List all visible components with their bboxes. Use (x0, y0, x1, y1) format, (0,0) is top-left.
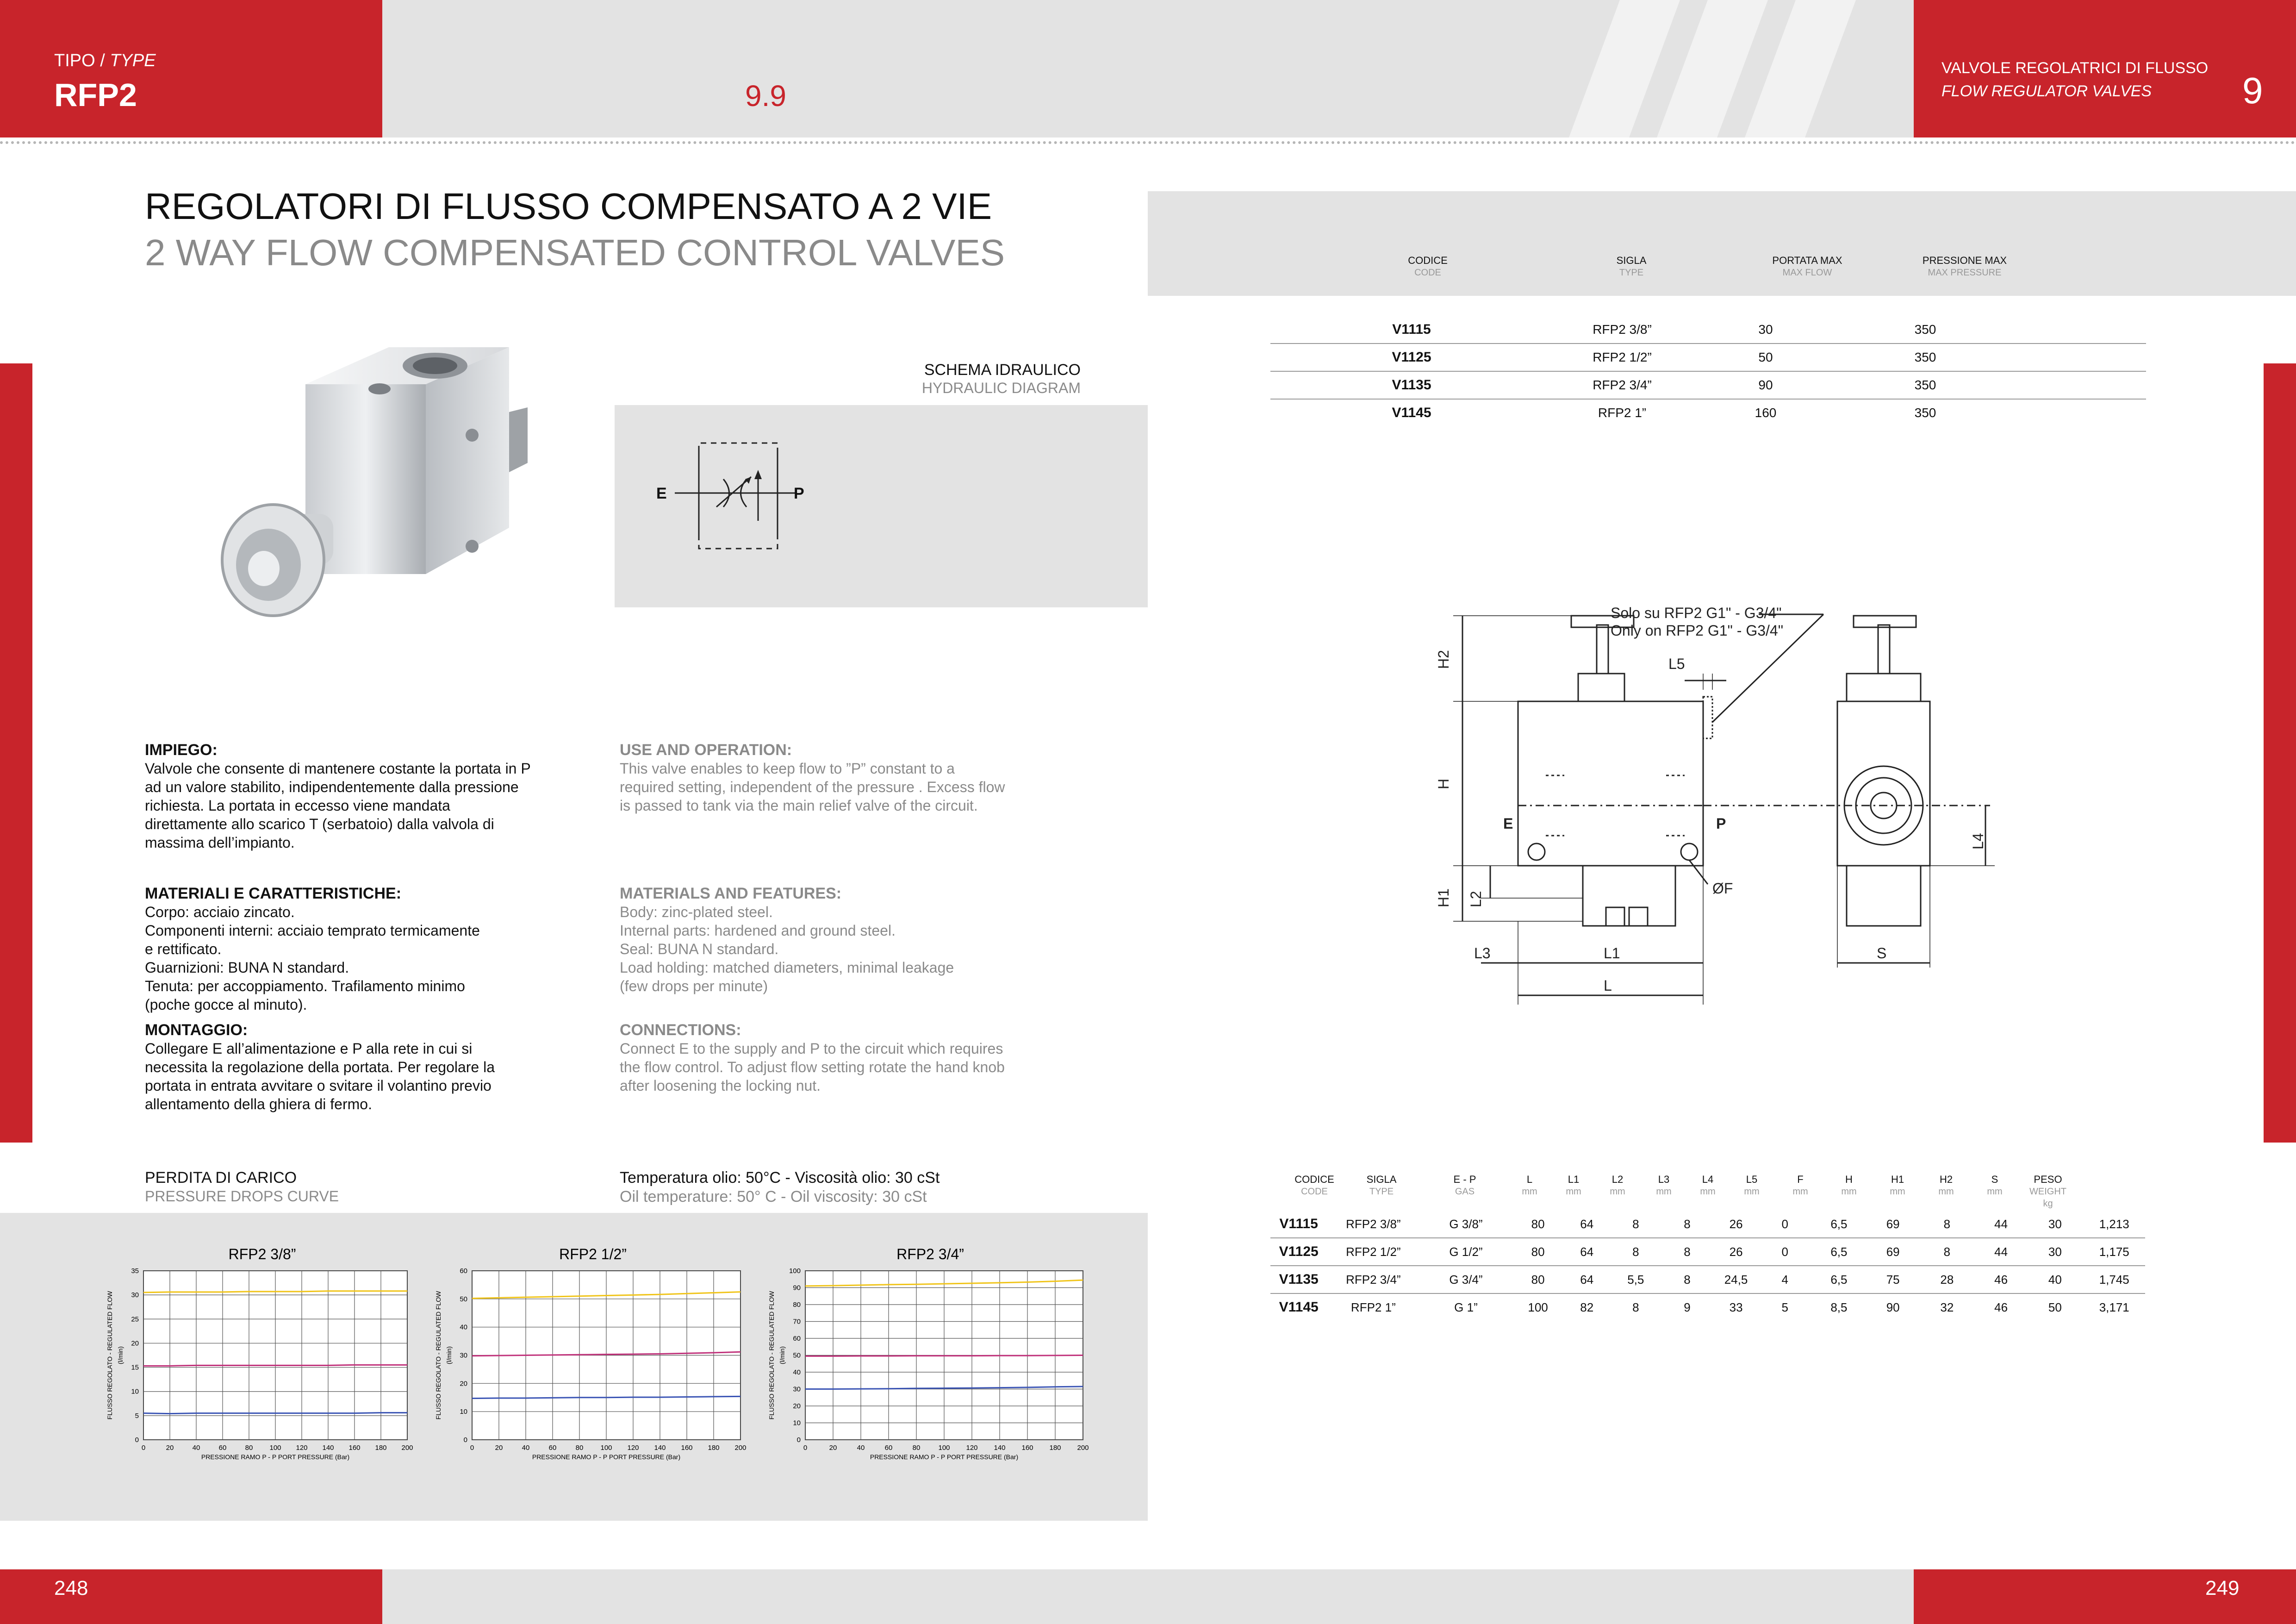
page-number-right: 249 (2205, 1577, 2240, 1599)
dim-h1: H1 (1435, 888, 1452, 907)
x-tick-label: 60 (548, 1444, 557, 1452)
dims-header-cell: PESO WEIGHT kg (2029, 1174, 2066, 1209)
x-tick-label: 200 (734, 1444, 747, 1452)
table-row (1270, 1293, 2145, 1321)
category-en: FLOW REGULATOR VALVES (1941, 82, 2152, 100)
table-cell: 8 (1661, 1211, 1713, 1238)
x-tick-label: 40 (857, 1444, 865, 1452)
materiali-title: MATERIALI E CARATTERISTICHE: (145, 885, 402, 902)
y-tick-label: 50 (460, 1295, 467, 1303)
table-cell: V1115 (1270, 1211, 1327, 1238)
table-cell: 6,5 (1811, 1238, 1867, 1266)
x-tick-label: 160 (348, 1444, 361, 1452)
x-tick-label: 180 (375, 1444, 387, 1452)
x-tick-label: 180 (1049, 1444, 1061, 1452)
table-cell: 9 (1684, 1300, 1691, 1314)
dim-l3: L3 (1474, 945, 1491, 962)
table-cell: 30 (2027, 1238, 2083, 1266)
materiali-line: Corpo: acciaio zincato. (145, 904, 295, 920)
table-cell: RFP2 1/2” (1327, 1238, 1419, 1266)
table-cell: 90 (1886, 1300, 1900, 1314)
materiali-section (145, 884, 552, 1014)
port-e-label: E (1503, 815, 1513, 832)
x-tick-label: 100 (269, 1444, 281, 1452)
y-tick-label: 40 (793, 1368, 801, 1376)
materiali-line: Componenti interni: acciaio temprato termicamente (145, 922, 480, 939)
materials-line: Body: zinc-plated steel. (620, 904, 773, 920)
y-tick-label: 90 (793, 1284, 801, 1292)
table-cell: 8 (1919, 1238, 1975, 1266)
x-tick-label: 0 (803, 1444, 808, 1452)
use-title: USE AND OPERATION: (620, 741, 792, 759)
y-axis-unit: (l/min) (778, 1346, 786, 1364)
montaggio-title: MONTAGGIO: (145, 1021, 248, 1039)
x-tick-label: 140 (322, 1444, 334, 1452)
pressure-chart-2 (430, 1245, 759, 1477)
table-cell: 64 (1564, 1211, 1610, 1238)
table-cell: 8,5 (1830, 1300, 1848, 1314)
montaggio-section (145, 1021, 534, 1113)
x-tick-label: 80 (245, 1444, 253, 1452)
valve-product-photo (194, 343, 546, 639)
footer-right-block (1914, 1569, 2296, 1624)
table-cell: 8 (1661, 1238, 1713, 1266)
left-edge-bar (0, 363, 32, 1143)
table-cell: G 3/8” (1419, 1211, 1512, 1238)
materials-line: (few drops per minute) (620, 978, 768, 994)
y-tick-label: 10 (793, 1419, 801, 1427)
table-cell: 8 (1919, 1211, 1975, 1238)
table-cell: 1,213 (2083, 1211, 2145, 1238)
table-cell: G 1/2” (1419, 1238, 1512, 1266)
connections-body: Connect E to the supply and P to the circuit which requires the flow control. To adjust flow setting rotate the hand knob after loosening the locking nut. (620, 1040, 1005, 1094)
x-tick-label: 40 (522, 1444, 530, 1452)
pressure-chart-1 (102, 1245, 426, 1477)
y-tick-label: 30 (460, 1351, 467, 1360)
table-cell: 44 (1975, 1238, 2027, 1266)
table-cell: 100 (1528, 1300, 1548, 1314)
x-tick-label: 140 (994, 1444, 1006, 1452)
table-cell: 8 (1661, 1266, 1713, 1293)
table-cell: 30 (2027, 1211, 2083, 1238)
connections-title: CONNECTIONS: (620, 1021, 741, 1039)
x-tick-label: 20 (166, 1444, 174, 1452)
impiego-body: Valvole che consente di mantenere costante la portata in P ad un valore stabilito, indipendentemente dalla pressione richiesta. La portata in eccesso viene mandata direttamente allo scarico T (serbatoio) dalla valvola di massima dell’impianto. (145, 760, 531, 851)
model-name: RFP2 (54, 77, 137, 113)
x-tick-label: 0 (141, 1444, 146, 1452)
spec-table-header-panel (1148, 191, 2296, 296)
chapter-number: 9 (2242, 70, 2263, 111)
page-title-it: REGOLATORI DI FLUSSO COMPENSATO A 2 VIE (145, 186, 992, 227)
dim-l: L (1604, 977, 1612, 994)
drawing-note-it: Solo su RFP2 G1" - G3/4" (1611, 605, 1782, 621)
oil-temp-it: Temperatura olio: 50°C - Viscosità olio: 30 cSt (620, 1169, 940, 1187)
pressure-drop-title-en: PRESSURE DROPS CURVE (145, 1188, 339, 1205)
montaggio-body: Collegare E all’alimentazione e P alla rete in cui si necessita la regolazione della portata. Per regolare la portata in entrata avvitare o svitare il volantino previo allentamento della ghiera di fermo. (145, 1040, 495, 1112)
materials-line: Seal: BUNA N standard. (620, 941, 779, 957)
y-tick-label: 30 (131, 1291, 139, 1299)
chart-title: RFP2 3/4” (896, 1246, 964, 1262)
page-number-left: 248 (54, 1577, 88, 1599)
dim-s: S (1877, 945, 1887, 962)
table-cell: 4 (1759, 1266, 1811, 1293)
table-cell: 64 (1564, 1238, 1610, 1266)
dims-header-cell: SIGLA TYPE (1366, 1174, 1397, 1197)
dims-header-cell: L5 mm (1744, 1174, 1760, 1197)
table-cell: 40 (2027, 1266, 2083, 1293)
x-tick-label: 140 (654, 1444, 666, 1452)
table-cell: RFP2 3/8” (1327, 1211, 1419, 1238)
table-row: V1125 RFP2 1/2” 50 350 (1270, 344, 2146, 371)
table-cell: G 1” (1454, 1300, 1478, 1314)
table-cell: 50 (2048, 1300, 2062, 1314)
table-cell: 0 (1759, 1238, 1811, 1266)
y-tick-label: 30 (793, 1385, 801, 1393)
x-axis-label: PRESSIONE RAMO P - P PORT PRESSURE (Bar) (532, 1453, 681, 1461)
x-tick-label: 100 (938, 1444, 950, 1452)
section-number: 9.9 (745, 79, 786, 112)
schema-title-en: HYDRAULIC DIAGRAM (921, 380, 1081, 396)
materials-line: Load holding: matched diameters, minimal leakage (620, 959, 954, 976)
x-tick-label: 120 (966, 1444, 978, 1452)
table-cell: 5,5 (1610, 1266, 1661, 1293)
y-tick-label: 20 (460, 1380, 467, 1388)
hydraulic-symbol (642, 437, 828, 576)
dims-header-row (1289, 1174, 2136, 1210)
table-cell: 75 (1867, 1266, 1919, 1293)
table-cell: 82 (1580, 1300, 1594, 1314)
oil-temp-en: Oil temperature: 50° C - Oil viscosity: 30 cSt (620, 1188, 927, 1206)
y-axis-label: FLUSSO REGOLATO - REGULATED FLOW (435, 1291, 442, 1420)
table-cell: RFP2 1” (1350, 1300, 1396, 1314)
table-cell: 0 (1759, 1211, 1811, 1238)
materials-title: MATERIALS AND FEATURES: (620, 885, 842, 902)
table-cell: 1,175 (2083, 1238, 2145, 1266)
table-cell: 8 (1610, 1211, 1661, 1238)
table-cell: 46 (1994, 1300, 2008, 1314)
table-row: V1145 RFP2 1” 160 350 (1392, 405, 1936, 420)
use-body: This valve enables to keep flow to ”P” constant to a required setting, independent of the pressure . Excess flow is passed to tank via the main relief valve of the circuit. (620, 760, 1005, 814)
header-right-block (1914, 0, 2296, 137)
x-tick-label: 60 (884, 1444, 893, 1452)
x-tick-label: 200 (401, 1444, 413, 1452)
chart-title: RFP2 3/8” (228, 1246, 296, 1262)
table-cell: 6,5 (1811, 1211, 1867, 1238)
dims-header-cell: H1 mm (1890, 1174, 1905, 1197)
table-cell: 80 (1512, 1211, 1564, 1238)
brand-stripes-logo (1541, 0, 1911, 137)
materiali-line: (poche gocce al minuto). (145, 996, 307, 1013)
table-cell: 8 (1610, 1238, 1661, 1266)
spec-header-code: CODICE CODE (1408, 255, 1448, 278)
y-tick-label: 25 (131, 1315, 139, 1324)
impiego-section (145, 741, 534, 852)
page-title-en: 2 WAY FLOW COMPENSATED CONTROL VALVES (145, 232, 1005, 273)
y-tick-label: 0 (135, 1436, 139, 1444)
spec-table (1270, 316, 2146, 426)
right-edge-bar (2264, 363, 2296, 1143)
table-cell: 44 (1975, 1211, 2027, 1238)
x-tick-label: 60 (218, 1444, 227, 1452)
x-tick-label: 120 (296, 1444, 308, 1452)
series-line (805, 1355, 1083, 1356)
footer-left-block (0, 1569, 382, 1624)
table-cell: 24,5 (1713, 1266, 1759, 1293)
x-tick-label: 80 (912, 1444, 921, 1452)
x-tick-label: 20 (495, 1444, 503, 1452)
hydraulic-diagram-panel (615, 405, 1148, 607)
header-left-block (0, 0, 382, 137)
table-cell: V1135 (1270, 1266, 1327, 1293)
table-cell: 5 (1781, 1300, 1788, 1314)
drawing-note-en: Only on RFP2 G1" - G3/4" (1611, 622, 1784, 639)
materials-section (620, 884, 1027, 995)
table-row (1270, 1266, 2145, 1293)
spec-header-type: SIGLA TYPE (1616, 255, 1647, 278)
port-p-label: P (1716, 815, 1726, 832)
y-axis-label: FLUSSO REGOLATO - REGULATED FLOW (768, 1291, 775, 1420)
schema-port-p: P (794, 485, 804, 502)
table-cell: 28 (1919, 1266, 1975, 1293)
materiali-line: e rettificato. (145, 941, 222, 957)
x-tick-label: 180 (708, 1444, 720, 1452)
dims-header-cell: L3 mm (1656, 1174, 1672, 1197)
y-tick-label: 40 (460, 1323, 467, 1331)
dims-header-cell: F mm (1792, 1174, 1808, 1197)
table-cell: 26 (1713, 1238, 1759, 1266)
dims-header-cell: L2 mm (1610, 1174, 1625, 1197)
table-row: V1115 RFP2 3/8” 30 350 (1270, 316, 2146, 344)
dim-h2: H2 (1435, 650, 1452, 669)
dims-header-cell: CODICE CODE (1294, 1174, 1334, 1197)
y-tick-label: 60 (793, 1335, 801, 1343)
materiali-line: Tenuta: per accoppiamento. Trafilamento minimo (145, 978, 465, 994)
schema-title-it: SCHEMA IDRAULICO (924, 361, 1081, 379)
table-cell: 33 (1729, 1300, 1743, 1314)
pressure-chart-3 (764, 1245, 1101, 1477)
dim-l1: L1 (1604, 945, 1620, 962)
table-cell: 80 (1512, 1266, 1564, 1293)
tipo-label: TIPO / (54, 51, 105, 70)
table-cell: V1145 (1279, 1299, 1319, 1315)
x-tick-label: 20 (829, 1444, 837, 1452)
pressure-drop-title-it: PERDITA DI CARICO (145, 1169, 297, 1187)
y-tick-label: 10 (131, 1387, 139, 1396)
table-cell: 3,171 (2099, 1300, 2129, 1314)
table-cell: 69 (1867, 1211, 1919, 1238)
x-tick-label: 80 (575, 1444, 584, 1452)
y-tick-label: 50 (793, 1351, 801, 1360)
y-tick-label: 0 (796, 1436, 801, 1444)
y-tick-label: 100 (789, 1267, 801, 1275)
spec-header-flow: PORTATA MAX MAX FLOW (1772, 255, 1842, 278)
type-label: TYPE (110, 51, 156, 70)
category-it: VALVOLE REGOLATRICI DI FLUSSO (1941, 59, 2209, 77)
chart-title: RFP2 1/2” (559, 1246, 627, 1262)
table-cell: 64 (1564, 1266, 1610, 1293)
table-row: V1135 RFP2 3/4” 90 350 (1270, 371, 2146, 399)
y-axis-unit: (l/min) (117, 1346, 124, 1364)
table-row (1270, 1238, 2145, 1266)
materiali-line: Guarnizioni: BUNA N standard. (145, 959, 349, 976)
series-line (143, 1413, 407, 1414)
materials-line: Internal parts: hardened and ground steel. (620, 922, 896, 939)
connections-section (620, 1021, 1008, 1095)
use-section (620, 741, 1008, 815)
dim-l5: L5 (1668, 656, 1685, 672)
dims-table (1270, 1211, 2145, 1321)
y-tick-label: 10 (460, 1408, 467, 1416)
table-cell: RFP2 3/4” (1327, 1266, 1419, 1293)
schema-port-e: E (656, 485, 667, 502)
table-cell: 1,745 (2083, 1266, 2145, 1293)
dim-of: ØF (1712, 880, 1733, 897)
x-tick-label: 40 (192, 1444, 200, 1452)
dims-header-cell: S mm (1987, 1174, 2003, 1197)
table-cell: 46 (1975, 1266, 2027, 1293)
technical-drawing (1425, 597, 2027, 1014)
x-tick-label: 160 (1021, 1444, 1033, 1452)
y-axis-label: FLUSSO REGOLATO - REGULATED FLOW (106, 1291, 113, 1420)
header-dotted-rule (0, 141, 2296, 144)
y-tick-label: 15 (131, 1363, 139, 1372)
dim-h: H (1435, 778, 1452, 789)
y-tick-label: 60 (460, 1267, 467, 1275)
dims-header-cell: H2 mm (1938, 1174, 1954, 1197)
y-tick-label: 35 (131, 1267, 139, 1275)
x-tick-label: 0 (470, 1444, 474, 1452)
table-row (1270, 1211, 2145, 1238)
y-tick-label: 0 (463, 1436, 467, 1444)
dims-header-cell: H mm (1841, 1174, 1857, 1197)
x-tick-label: 100 (600, 1444, 612, 1452)
y-axis-unit: (l/min) (445, 1346, 453, 1364)
x-tick-label: 120 (627, 1444, 639, 1452)
y-tick-label: 80 (793, 1301, 801, 1309)
impiego-title: IMPIEGO: (145, 741, 218, 759)
table-cell: 26 (1713, 1211, 1759, 1238)
table-cell: 69 (1867, 1238, 1919, 1266)
table-cell: 8 (1632, 1300, 1639, 1314)
y-tick-label: 70 (793, 1318, 801, 1326)
x-axis-label: PRESSIONE RAMO P - P PORT PRESSURE (Bar) (870, 1453, 1019, 1461)
x-tick-label: 200 (1077, 1444, 1089, 1452)
table-cell: V1125 (1270, 1238, 1327, 1266)
dim-l4: L4 (1970, 833, 1986, 849)
dims-header-cell: L4 mm (1700, 1174, 1716, 1197)
dims-table-header (1289, 1174, 2136, 1211)
x-axis-label: PRESSIONE RAMO P - P PORT PRESSURE (Bar) (201, 1453, 350, 1461)
table-cell: 80 (1512, 1238, 1564, 1266)
y-tick-label: 5 (135, 1412, 139, 1420)
dim-l2: L2 (1468, 891, 1484, 907)
y-tick-label: 20 (131, 1339, 139, 1348)
dims-header-cell: E - P GAS (1453, 1174, 1476, 1197)
table-cell: G 3/4” (1419, 1266, 1512, 1293)
x-tick-label: 160 (681, 1444, 693, 1452)
y-tick-label: 20 (793, 1402, 801, 1410)
dims-header-cell: L mm (1522, 1174, 1537, 1197)
dims-header-cell: L1 mm (1566, 1174, 1581, 1197)
spec-header-pressure: PRESSIONE MAX MAX PRESSURE (1922, 255, 2007, 278)
table-cell: 6,5 (1811, 1266, 1867, 1293)
table-cell: 32 (1940, 1300, 1954, 1314)
